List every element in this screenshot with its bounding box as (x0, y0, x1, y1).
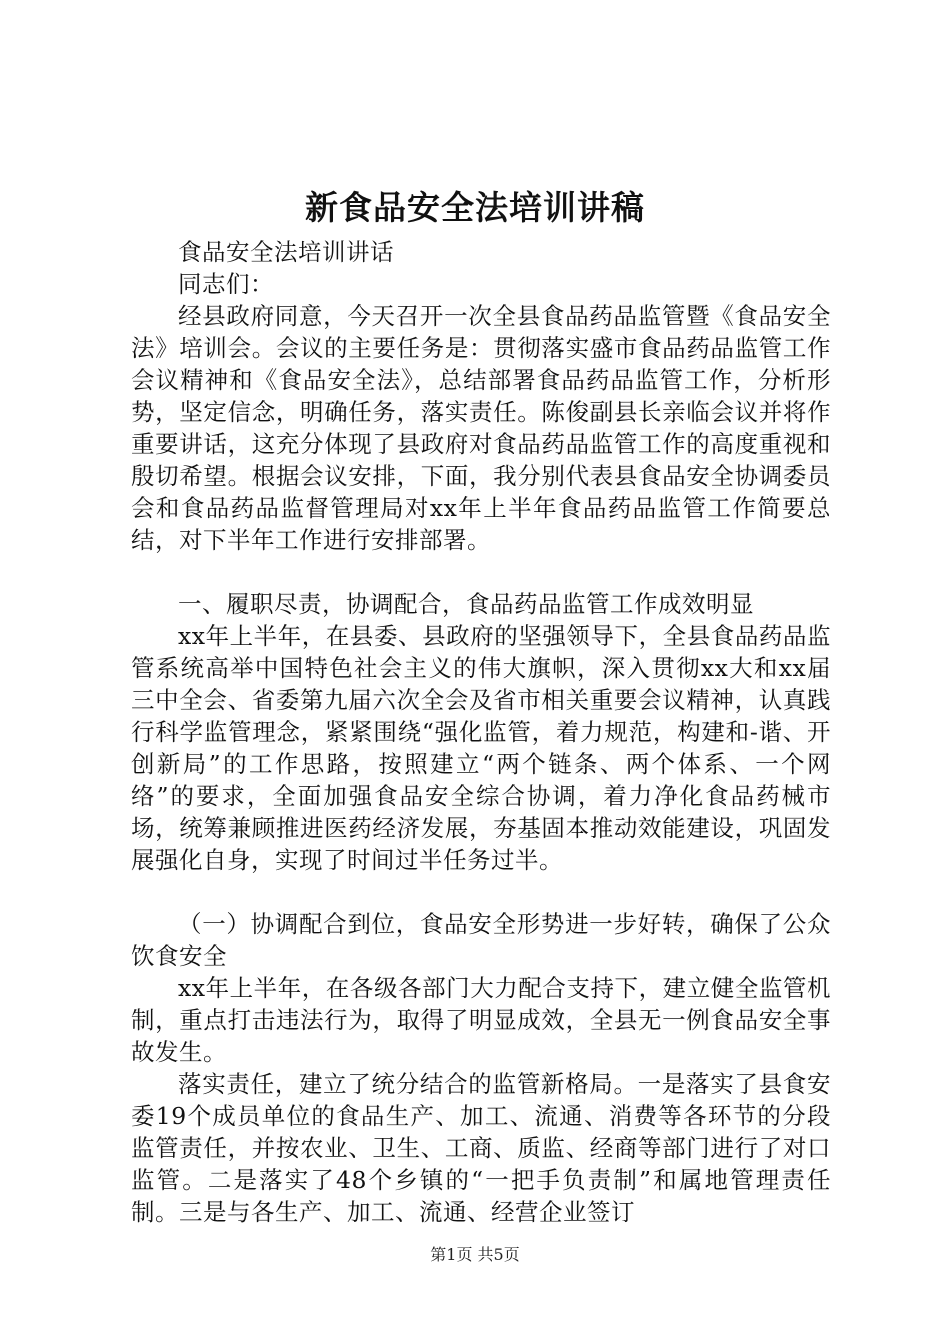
subtitle-paragraph: 食品安全法培训讲话 (178, 238, 394, 266)
intro-paragraph: 经县政府同意，今天召开一次全县食品药品监管暨《食品安全法》培训会。会议的主要任务是：贯彻落实盛市食品药品监管工作会议精神和《食品安全法》，总结部署食品药品监管工作，分析形势，坚定信念，明确任务，落实责任。陈俊副县长亲临会议并将作重要讲话，这充分体现了县政府对食品药品监管工作的高度重视和殷切希望。根据会议安排，下面，我分别代表县食品安全协调委员会和食品药品监督管理局对xx年上半年食品药品监管工作简要总结，对下半年工作进行安排部署。 (131, 302, 831, 554)
document-body (131, 236, 831, 1228)
section-1-paragraph: xx年上半年，在县委、县政府的坚强领导下，全县食品药品监管系统高举中国特色社会主义的伟大旗帜，深入贯彻xx大和xx届三中全会、省委第九届六次全会及省市相关重要会议精神，认真践行科学监管理念，紧紧围绕“强化监管，着力规范，构建和-谐、开创新局”的工作思路，按照建立“两个链条、两个体系、一个网络”的要求，全面加强食品安全综合协调，着力净化食品药械市场，统筹兼顾推进医药经济发展，夯基固本推动效能建设，巩固发展强化自身，实现了时间过半任务过半。 (131, 622, 831, 874)
salutation-paragraph: 同志们： (178, 270, 274, 298)
subsection-1-paragraph: xx年上半年，在各级各部门大力配合支持下，建立健全监管机制，重点打击违法行为，取得了明显成效，全县无一例食品安全事故发生。 (131, 974, 831, 1066)
page-indicator: 第1页 共5页 (430, 1245, 520, 1264)
section-heading-1: 一、履职尽责，协调配合，食品药品监管工作成效明显 (178, 590, 754, 618)
subsection-heading-1: （一）协调配合到位，食品安全形势进一步好转，确保了公众饮食安全 (131, 910, 831, 970)
responsibility-paragraph: 落实责任，建立了统分结合的监管新格局。一是落实了县食安委19个成员单位的食品生产、加工、流通、消费等各环节的分段监管责任，并按农业、卫生、工商、质监、经商等部门进行了对口监管。二是落实了48个乡镇的“一把手负责制”和属地管理责任制。三是与各生产、加工、流通、经营企业签订 (131, 1070, 831, 1226)
document-title: 新食品安全法培训讲稿 (305, 188, 645, 227)
